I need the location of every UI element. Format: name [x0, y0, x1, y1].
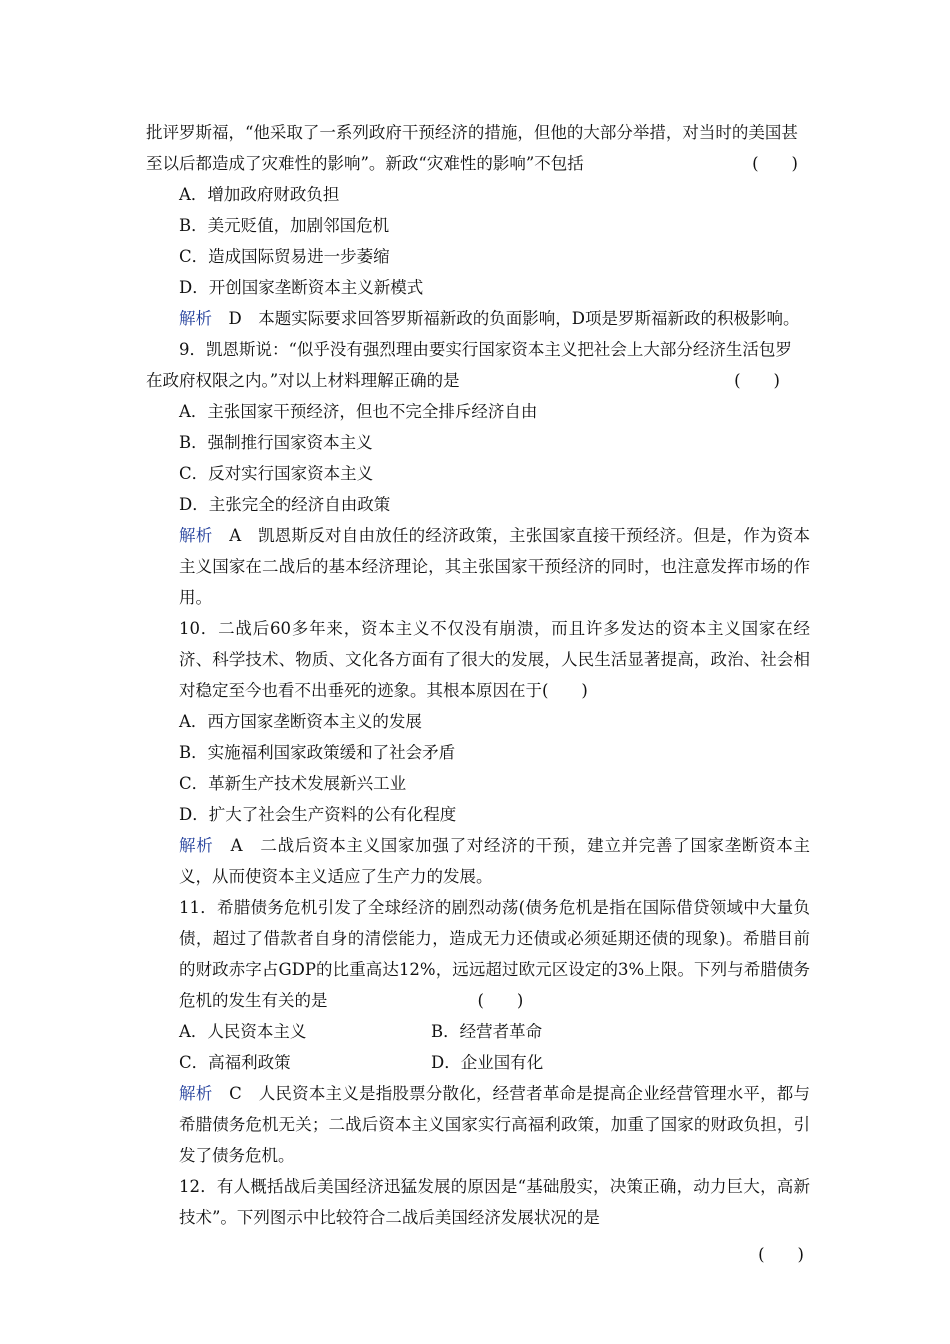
q11-option-b: B．经营者革命 — [431, 1022, 543, 1041]
q9-jiexi-label: 解析 — [179, 526, 213, 545]
q10-option-c: C．革新生产技术发展新兴工业 — [179, 774, 407, 793]
q9-option-d: D．主张完全的经济自由政策 — [179, 495, 391, 514]
q9-jiexi-text: A 凯恩斯反对自由放任的经济政策，主张国家直接干预经济。但是，作为资本主义国家在二战后的基本经济理论，其主张国家干预经济的同时，也注意发挥市场的作用。 — [179, 526, 810, 607]
q9-stem-line2 — [146, 365, 810, 396]
q8-explanation — [146, 303, 810, 334]
q9-explanation — [146, 520, 810, 613]
q10-explanation — [146, 830, 810, 892]
q9-option-a: A．主张国家干预经济，但也不完全排斥经济自由 — [179, 402, 538, 421]
q11-explanation — [146, 1078, 810, 1171]
q11-option-d: D．企业国有化 — [431, 1053, 544, 1072]
q11-jiexi-text: C 人民资本主义是指股票分散化，经营者革命是提高企业经营管理水平，都与希腊债务危机无关；二战后资本主义国家实行高福利政策，加重了国家的财政负担，引发了债务危机。 — [179, 1084, 811, 1165]
q9-option-b: B．强制推行国家资本主义 — [179, 433, 373, 452]
q8-stem-text: 至以后都造成了灾难性的影响”。新政“灾难性的影响”不包括 — [146, 154, 584, 173]
q9-answer-paren: ( ) — [734, 371, 780, 390]
q9-option-c: C．反对实行国家资本主义 — [179, 464, 374, 483]
q11-option-a: A．人民资本主义 — [179, 1022, 307, 1041]
q10-stem: 10．二战后60多年来，资本主义不仅没有崩溃，而且许多发达的资本主义国家在经济、科学技术、物质、文化各方面有了很大的发展，人民生活显著提高，政治、社会相对稳定至今也看不出垂死的迹象。其根本原因在于( ) — [179, 619, 810, 700]
q10-option-d: D．扩大了社会生产资料的公有化程度 — [179, 805, 457, 824]
q8-answer-paren: ( ) — [752, 154, 798, 173]
q8-option-b: B．美元贬值，加剧邻国危机 — [179, 216, 390, 235]
q8-option-d: D．开创国家垄断资本主义新模式 — [179, 278, 424, 297]
question-content — [146, 117, 810, 1270]
q8-jiexi-text: D 本题实际要求回答罗斯福新政的负面影响，D项是罗斯福新政的积极影响。 — [212, 309, 800, 328]
q8-stem-line1: 批评罗斯福，“他采取了一系列政府干预经济的措施，但他的大部分举措，对当时的美国甚 — [146, 123, 798, 142]
q10-jiexi-text: A 二战后资本主义国家加强了对经济的干预，建立并完善了国家垄断资本主义，从而使资本主义适应了生产力的发展。 — [179, 836, 811, 886]
q12-stem: 12．有人概括战后美国经济迅猛发展的原因是“基础殷实，决策正确，动力巨大，高新技术”。下列图示中比较符合二战后美国经济发展状况的是 — [179, 1177, 810, 1227]
q11-jiexi-label: 解析 — [179, 1084, 213, 1103]
q8-option-a: A．增加政府财政负担 — [179, 185, 340, 204]
q11-stem-text: 11．希腊债务危机引发了全球经济的剧烈动荡(债务危机是指在国际借贷领域中大量负债，超过了借款者自身的清偿能力，造成无力还债或必须延期还债的现象)。希腊目前的财政赤字占GDP的比重高达12%，远远超过欧元区设定的3%上限。下列与希腊债务危机的发生有关的是 — [179, 898, 810, 1010]
q8-jiexi-label: 解析 — [179, 309, 212, 328]
q8-stem-line2 — [146, 148, 810, 179]
q9-stem-line1: 9．凯恩斯说：“似乎没有强烈理由要实行国家资本主义把社会上大部分经济生活包罗 — [179, 340, 792, 359]
q11-answer-paren: ( ) — [477, 991, 524, 1010]
q11-options-row1 — [146, 1016, 810, 1047]
q10-jiexi-label: 解析 — [179, 836, 214, 855]
q11-stem — [146, 892, 810, 1016]
q12-answer-paren: ( ) — [758, 1245, 804, 1264]
q11-options-row2 — [146, 1047, 810, 1078]
q10-option-a: A．西方国家垄断资本主义的发展 — [179, 712, 422, 731]
q10-option-b: B．实施福利国家政策缓和了社会矛盾 — [179, 743, 456, 762]
q8-option-c: C．造成国际贸易进一步萎缩 — [179, 247, 390, 266]
q11-option-c: C．高福利政策 — [179, 1053, 291, 1072]
q9-stem-text: 在政府权限之内。”对以上材料理解正确的是 — [146, 371, 460, 390]
